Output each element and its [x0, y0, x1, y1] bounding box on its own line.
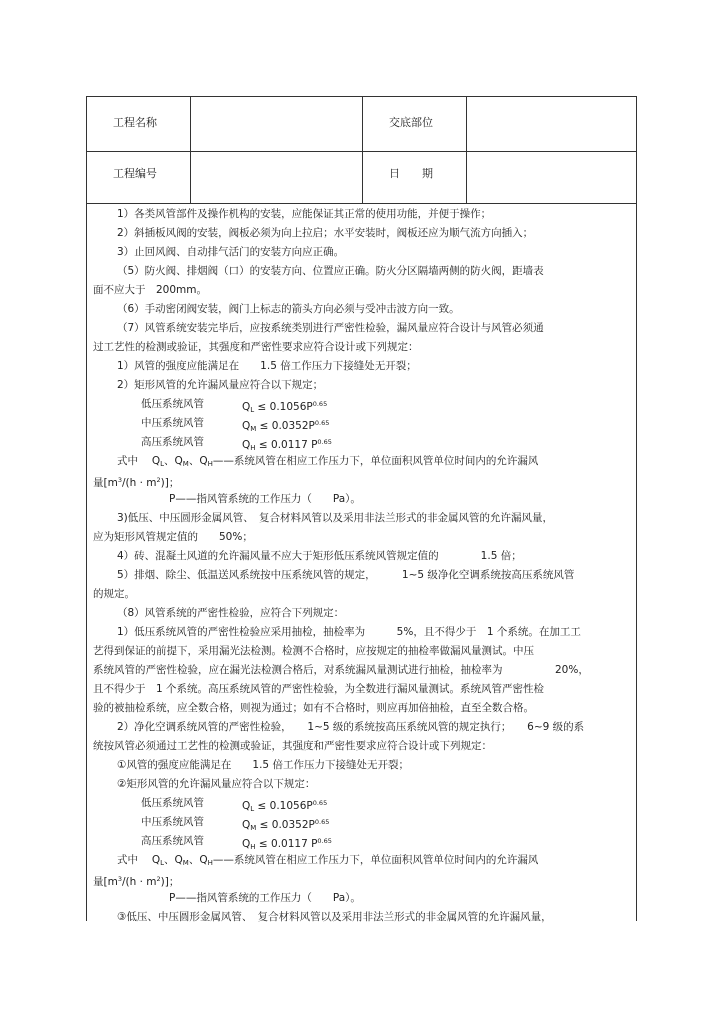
- text-line: 系统风管的严密性检验，应在漏光法检测合格后，对系统漏风量测试进行抽检，抽检率为 20%，: [93, 664, 589, 676]
- text-line: ①风管的强度应能满足在 1.5 倍工作压力下接缝处无开裂；: [117, 759, 409, 771]
- formula-low: $Q_L \le 0.1056P^{0.65}$: [242, 400, 328, 414]
- formula-high: $Q_H \le 0.0117$ $P^{0.65}$: [242, 837, 332, 851]
- divider: [362, 97, 363, 204]
- handover-part-value[interactable]: [467, 97, 637, 152]
- text-line: （7）风管系统安装完毕后，应按系统类别进行严密性检验，漏风量应符合设计与风管必须通: [117, 322, 544, 334]
- text-line: 2）矩形风管的允许漏风量应符合以下规定；: [117, 379, 324, 391]
- formula-definition: 式中 $Q_L$、$Q_M$、$Q_H——$系统风管在相应工作压力下，单位面积风管单位时间内的允许漏风: [117, 455, 539, 468]
- pressure-definition: P——指风管系统的工作压力（ Pa）。: [169, 493, 361, 505]
- formula-label-mid: 中压系统风管: [141, 816, 204, 828]
- text-line: 1）风管的强度应能满足在 1.5 倍工作压力下接缝处无开裂；: [117, 360, 417, 372]
- text-line: 艺得到保证的前提下，采用漏光法检测。检测不合格时，应按规定的抽检率做漏风量测试。中压: [93, 645, 534, 657]
- text-line: （5）防火阀、排烟阀（口）的安装方向、位置应正确。防火分区隔墙两侧的防火阀，距墙表: [117, 265, 544, 277]
- text-line: 的规定。: [93, 588, 135, 600]
- text-line: （6）手动密闭阀安装，阀门上标志的箭头方向必须与受冲击波方向一致。: [117, 303, 460, 315]
- text-line: 且不得少于 1 个系统。高压系统风管的严密性检验，为全数进行漏风量测试。系统风管严密性检: [93, 683, 545, 695]
- project-no-label: 工程编号: [113, 167, 157, 180]
- formula-mid: $Q_M \le 0.0352P^{0.65}$: [242, 818, 330, 832]
- formula-low: $Q_L \le 0.1056P^{0.65}$: [242, 799, 328, 813]
- text-line: 验的被抽检系统，应全数合格，则视为通过；如有不合格时，则应再加倍抽检，直至全数合格。: [93, 702, 534, 714]
- text-line: 1）低压系统风管的严密性检验应采用抽检，抽检率为 5%，且不得少于 1 个系统。在加工工: [117, 626, 581, 638]
- text-line: 5）排烟、除尘、低温送风系统按中压系统风管的规定， 1~5 级净化空调系统按高压系统风管: [117, 569, 575, 581]
- text-line: ③低压、中压圆形金属风管、 复合材料风管以及采用非法兰形式的非金属风管的允许漏风量，: [117, 911, 552, 923]
- text-line: 2）净化空调系统风管的严密性检验， 1~5 级的系统按高压系统风管的规定执行； 6~9 级的系: [117, 721, 585, 733]
- project-name-label: 工程名称: [113, 116, 157, 129]
- formula-label-high: 高压系统风管: [141, 436, 204, 448]
- formula-high: $Q_H \le 0.0117$ $P^{0.65}$: [242, 438, 332, 452]
- text-line: 2）斜插板风阀的安装，阀板必须为向上拉启；水平安装时，阀板还应为顺气流方向插入；: [117, 227, 534, 239]
- text-line: 3）止回风阀、自动排气活门的安装方向应正确。: [117, 246, 345, 258]
- text-line: 3)低压、中压圆形金属风管、 复合材料风管以及采用非法兰形式的非金属风管的允许漏风量，: [117, 512, 554, 524]
- formula-label-mid: 中压系统风管: [141, 417, 204, 429]
- text-line: 面不应大于 200mm。: [93, 284, 207, 296]
- text-line: （8）风管系统的严密性检验，应符合下列规定：: [117, 607, 345, 619]
- text-line: 1）各类风管部件及操作机构的安装，应能保证其正常的使用功能，并便于操作；: [117, 208, 492, 220]
- formula-unit: 量$[m^3/(h \cdot m^2)]$；: [93, 476, 180, 489]
- text-line: 4）砖、混凝土风道的允许漏风量不应大于矩形低压系统风管规定值的 1.5 倍；: [117, 550, 522, 562]
- date-value[interactable]: [467, 153, 637, 204]
- formula-unit: 量$[m^3/(h \cdot m^2)]$；: [93, 875, 180, 888]
- handover-part-label: 交底部位: [389, 116, 433, 129]
- project-no-value[interactable]: [191, 153, 362, 204]
- text-line: 过工艺性的检测或验证，其强度和严密性要求应符合设计或下列规定：: [93, 341, 419, 353]
- text-line: ②矩形风管的允许漏风量应符合以下规定：: [117, 778, 316, 790]
- formula-mid: $Q_M \le 0.0352P^{0.65}$: [242, 419, 330, 433]
- project-name-value[interactable]: [191, 97, 362, 152]
- date-label: 日 期: [389, 167, 433, 180]
- formula-label-low: 低压系统风管: [141, 398, 204, 410]
- handover-form: [86, 96, 637, 921]
- formula-definition: 式中 $Q_L$、$Q_M$、$Q_H——$系统风管在相应工作压力下，单位面积风管单位时间内的允许漏风: [117, 854, 539, 867]
- formula-label-high: 高压系统风管: [141, 835, 204, 847]
- text-line: 统按风管必须通过工艺性的检测或验证，其强度和严密性要求应符合设计或下列规定：: [93, 740, 492, 752]
- text-line: 应为矩形风管规定值的 50%；: [93, 531, 253, 543]
- pressure-definition: P——指风管系统的工作压力（ Pa）。: [169, 892, 361, 904]
- formula-label-low: 低压系统风管: [141, 797, 204, 809]
